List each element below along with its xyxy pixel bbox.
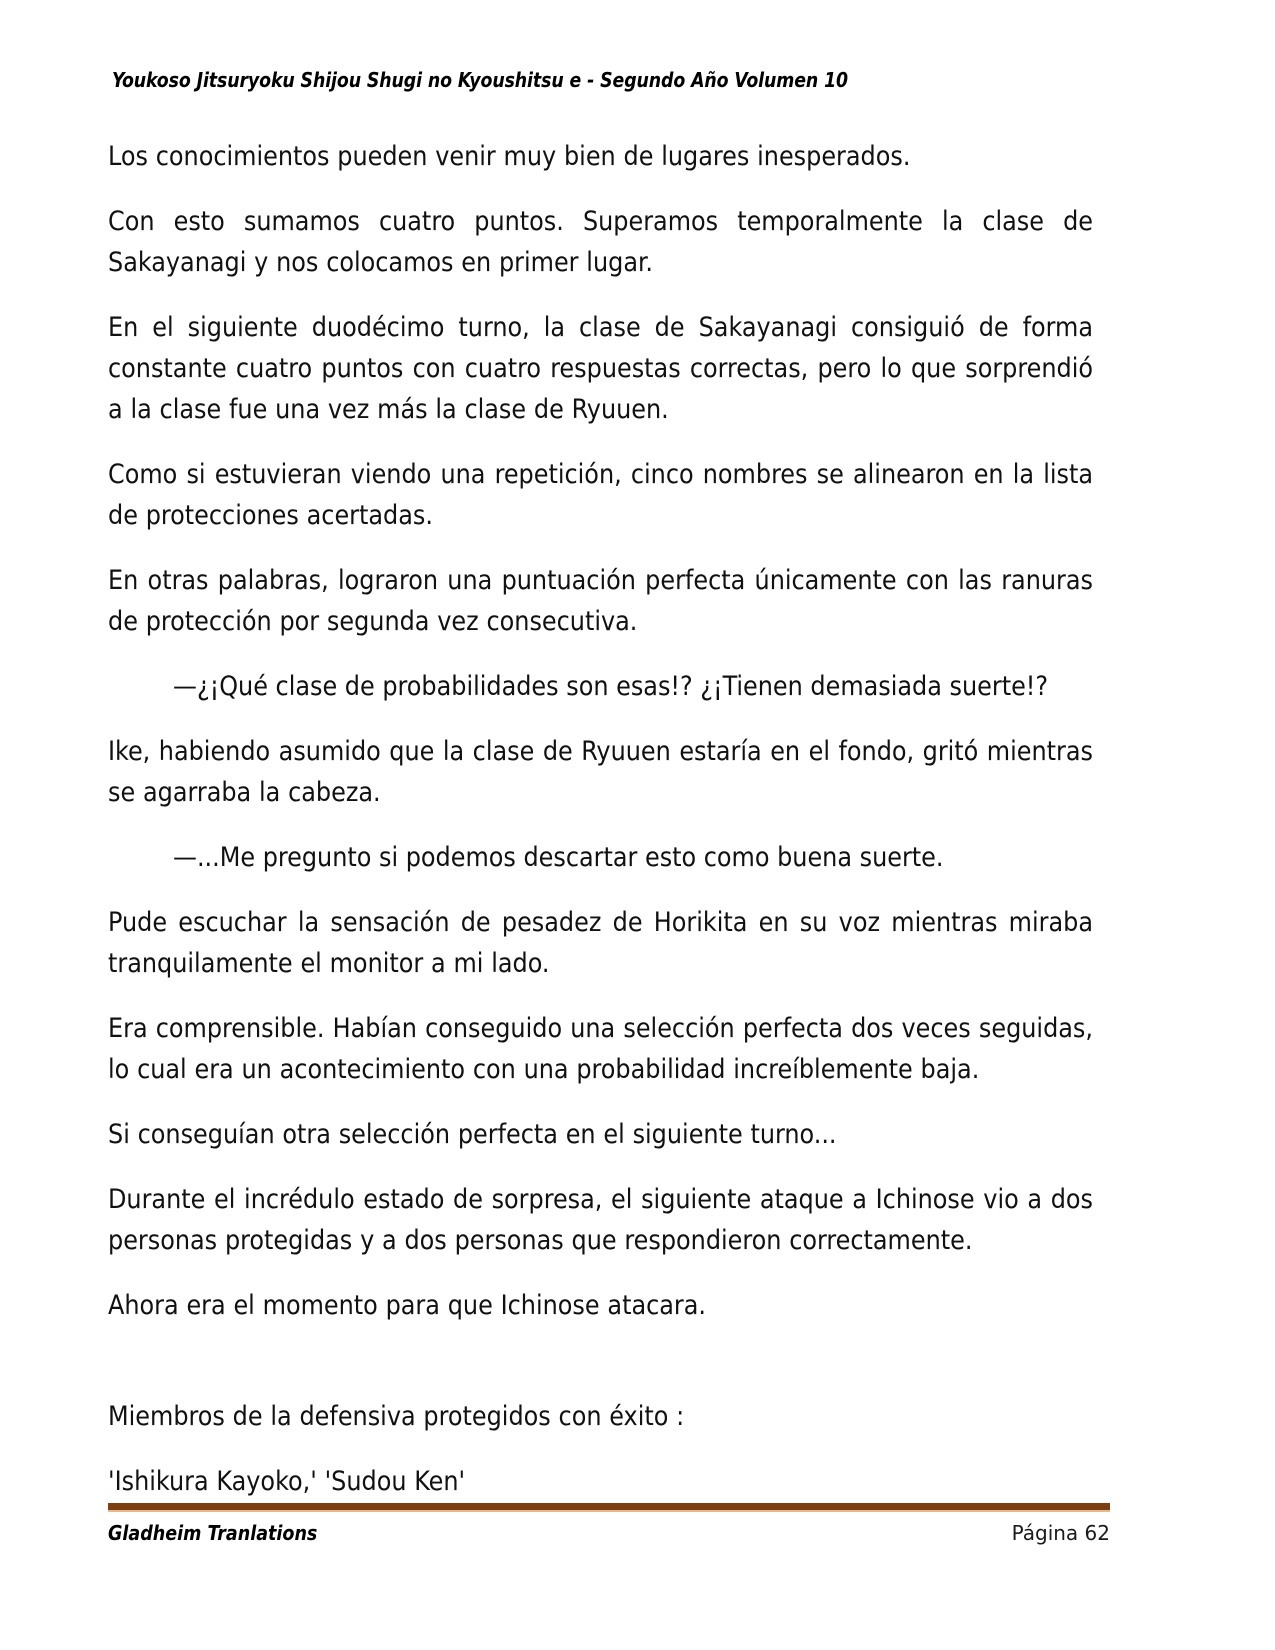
document-body: [108, 136, 1108, 1526]
body-paragraph: Pude escuchar la sensación de pesadez de Horikita en su voz mientras miraba tranquilamente el monitor a mi lado.: [108, 907, 1093, 979]
defense-list-heading: Miembros de la defensiva protegidos con éxito :: [108, 1401, 685, 1432]
body-paragraph: Si conseguían otra selección perfecta en el siguiente turno...: [108, 1119, 837, 1150]
translation-credit: Gladheim Tranlations: [108, 1521, 318, 1545]
page-footer: [108, 1521, 1110, 1545]
body-paragraph: En otras palabras, lograron una puntuación perfecta únicamente con las ranuras de protección por segunda vez consecutiva.: [108, 565, 1093, 637]
book-title: Youkoso Jitsuryoku Shijou Shugi no Kyoushitsu e - Segundo Año Volumen 10: [112, 68, 849, 92]
body-paragraph: Los conocimientos pueden venir muy bien de lugares inesperados.: [108, 141, 911, 172]
body-paragraph: En el siguiente duodécimo turno, la clase de Sakayanagi consiguió de forma constante cuatro puntos con cuatro respuestas correctas, pero lo que sorprendió a la clase fue una vez más la clase de Ryuuen.: [108, 312, 1093, 425]
body-paragraph: Ahora era el momento para que Ichinose atacara.: [108, 1290, 707, 1321]
dialogue-line: —¿¡Qué clase de probabilidades son esas!? ¿¡Tienen demasiada suerte!?: [173, 671, 1049, 702]
page-header: [112, 68, 1162, 92]
dialogue-line: —...Me pregunto si podemos descartar esto como buena suerte.: [173, 842, 944, 873]
body-paragraph: Como si estuvieran viendo una repetición, cinco nombres se alinearon en la lista de protecciones acertadas.: [108, 459, 1093, 531]
body-paragraph: Ike, habiendo asumido que la clase de Ryuuen estaría en el fondo, gritó mientras se agarraba la cabeza.: [108, 736, 1093, 808]
defense-list-names: 'Ishikura Kayoko,' 'Sudou Ken': [108, 1466, 466, 1497]
footer-divider: [108, 1503, 1110, 1512]
body-paragraph: Era comprensible. Habían conseguido una selección perfecta dos veces seguidas, lo cual era un acontecimiento con una probabilidad increíblemente baja.: [108, 1013, 1093, 1085]
body-paragraph: Con esto sumamos cuatro puntos. Superamos temporalmente la clase de Sakayanagi y nos colocamos en primer lugar.: [108, 206, 1093, 278]
page-number: Página 62: [1011, 1521, 1110, 1545]
body-paragraph: Durante el incrédulo estado de sorpresa, el siguiente ataque a Ichinose vio a dos personas protegidas y a dos personas que respondieron correctamente.: [108, 1184, 1093, 1256]
